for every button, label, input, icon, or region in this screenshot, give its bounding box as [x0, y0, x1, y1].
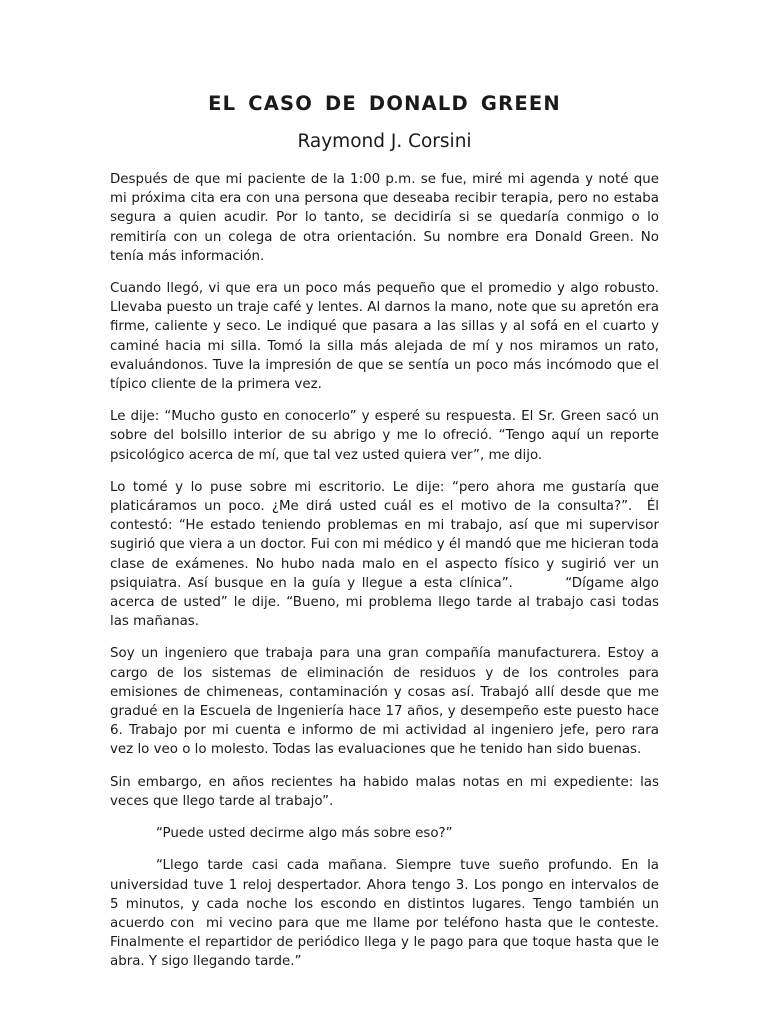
document-author: Raymond J. Corsini	[297, 131, 472, 152]
document-page	[110, 92, 664, 972]
paragraph: Lo tomé y lo puse sobre mi escritorio. Le dije: “pero ahora me gustaría que platicáramos un poco. ¿Me dirá usted cuál es el motivo de la consulta?”. Él contestó: “He estado teniendo problemas en mi trabajo, así que mi supervisor sugirió que viera a un doctor. Fui con mi médico y él mandó que me hicieran toda clase de exámenes. No hubo nada malo en el aspecto físico y sugirió ver un psiquiatra. Así busque en la guía y llegue a esta clínica”. “Dígame algo acerca de usted” le dije. “Bueno, mi problema llego tarde al trabajo casi todas las mañanas.	[110, 479, 664, 630]
paragraph: Le dije: “Mucho gusto en conocerlo” y esperé su respuesta. El Sr. Green sacó un sobre del bolsillo interior de su abrigo y me lo ofreció. “Tengo aquí un reporte psicológico acerca de mí, que tal vez usted quiera ver”, me dijo.	[110, 409, 659, 463]
paragraph: Soy un ingeniero que trabaja para una gran compañía manufacturera. Estoy a cargo de los sistemas de eliminación de residuos y de los controles para emisiones de chimeneas, contaminación y cosas así. Trabajó allí desde que me gradué en la Escuela de Ingeniería hace 17 años, y desempeño este puesto hace 6. Trabajo por mi cuenta e informo de mi actividad al ingeniero jefe, pero rara vez lo veo o lo molesto. Todas las evaluaciones que he tenido han sido buenas.	[110, 646, 659, 758]
paragraph: Sin embargo, en años recientes ha habido malas notas en mi expediente: las veces que llego tarde al trabajo”.	[110, 774, 659, 809]
paragraph: Después de que mi paciente de la 1:00 p.m. se fue, miré mi agenda y noté que mi próxima cita era con una persona que deseaba recibir terapia, pero no estaba segura a quien acudir. Por lo tanto, se decidiría si se quedaría conmigo o lo remitiría con un colega de otra orientación. Su nombre era Donald Green. No tenía más información.	[110, 172, 659, 264]
dialogue-paragraph: “Llego tarde casi cada mañana. Siempre tuve sueño profundo. En la universidad tuve 1 reloj despertador. Ahora tengo 3. Los pongo en intervalos de 5 minutos, y cada noche los escondo en distintos lugares. Tengo también un acuerdo con mi vecino para que me llame por teléfono hasta que le conteste. Finalmente el repartidor de periódico llega y le pago para que toque hasta que le abra. Y sigo llegando tarde.”	[110, 858, 664, 970]
document-title: EL CASO DE DONALD GREEN	[208, 92, 561, 115]
paragraph: Cuando llegó, vi que era un poco más pequeño que el promedio y algo robusto. Llevaba puesto un traje café y lentes. Al darnos la mano, note que su apretón era firme, caliente y seco. Le indiqué que pasara a las sillas y al sofá en el cuarto y caminé hacia mi silla. Tomó la silla más alejada de mí y nos miramos un rato, evaluándonos. Tuve la impresión de que se sentía un poco más incómodo que el típico cliente de la primera vez.	[110, 281, 659, 393]
dialogue-line: “Puede usted decirme algo más sobre eso?”	[156, 826, 453, 842]
